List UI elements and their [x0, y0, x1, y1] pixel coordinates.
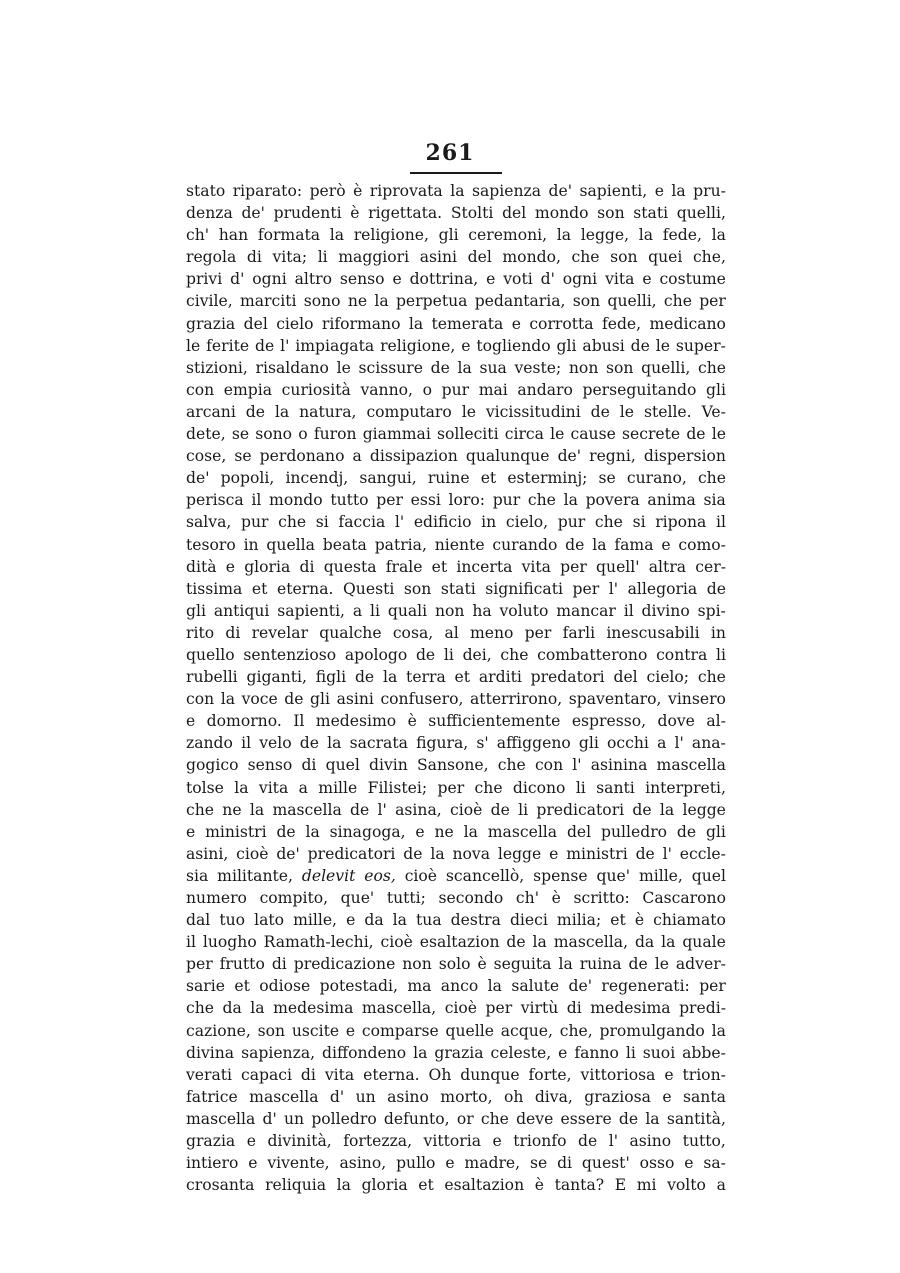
text-line: che da la medesima mascella, cioè per virtù di medesima predi- [186, 999, 726, 1018]
text-line: ch' han formata la religione, gli ceremoni, la legge, la fede, la [186, 226, 726, 245]
text-line: sia militante, delevit eos, cioè scancellò, spense que' mille, quel [186, 866, 726, 885]
text-line: grazia del cielo riformano la temerata e corrotta fede, medicano [186, 314, 726, 333]
text-line: asini, cioè de' predicatori de la nova legge e ministri de l' eccle- [186, 844, 726, 863]
text-line: arcani de la natura, computaro le vicissitudini de le stelle. Ve- [186, 402, 726, 421]
text-line: con la voce de gli asini confusero, atterrirono, spaventaro, vinsero [186, 690, 726, 709]
text-line: civile, marciti sono ne la perpetua pedantaria, son quelli, che per [186, 292, 726, 311]
text-line: gli antiqui sapienti, a li quali non ha voluto mancar il divino spi- [186, 601, 726, 620]
text-line: perisca il mondo tutto per essi loro: pur che la povera anima sia [186, 491, 726, 510]
text-line: e domorno. Il medesimo è sufficientemente espresso, dove al- [186, 712, 726, 731]
text-line: regola di vita; li maggiori asini del mondo, che son quei che, [186, 248, 726, 267]
text-line: crosanta reliquia la gloria et esaltazion è tanta? E mi volto a [186, 1176, 726, 1195]
text-line: le ferite de l' impiagata religione, e togliendo gli abusi de le super- [186, 336, 726, 355]
text-line: fatrice mascella d' un asino morto, oh diva, graziosa e santa [186, 1087, 726, 1106]
text-line: numero compito, que' tutti; secondo ch' è scritto: Cascarono [186, 889, 726, 907]
text-line: con empia curiosità vanno, o pur mai andaro perseguitando gli [186, 380, 726, 399]
text-line: gogico senso di quel divin Sansone, che con l' asinina mascella [186, 756, 726, 775]
text-line: per frutto di predicazione non solo è seguita la ruina de le adver- [186, 955, 726, 974]
body-text [186, 180, 726, 1196]
text-line: zando il velo de la sacrata figura, s' affiggeno gli occhi a l' ana- [186, 734, 726, 753]
text-line: sarie et odiose potestadi, ma anco la salute de' regenerati: per [186, 977, 726, 996]
text-line: rubelli giganti, figli de la terra et arditi predatori del cielo; che [186, 668, 726, 687]
text-line: cazione, son uscite e comparse quelle acque, che, promulgando la [186, 1021, 726, 1040]
text-line: rito di revelar qualche cosa, al meno per farli inescusabili in [186, 623, 726, 642]
text-line: mascella d' un polledro defunto, or che deve essere de la santità, [186, 1109, 726, 1128]
text-line: privi d' ogni altro senso e dottrina, e voti d' ogni vita e costume [186, 270, 726, 289]
text-line: verati capaci di vita eterna. Oh dunque forte, vittoriosa e trion- [186, 1065, 726, 1084]
text-line: dità e gloria di questa frale et incerta vita per quell' altra cer- [186, 557, 726, 576]
text-line: che ne la mascella de l' asina, cioè de li predicatori de la legge [186, 800, 726, 819]
header-rule [410, 172, 502, 174]
text-line: dal tuo lato mille, e da la tua destra dieci milia; et è chiamato [186, 911, 726, 930]
text-line: tissima et eterna. Questi son stati significati per l' allegoria de [186, 579, 726, 598]
text-line: intiero e vivente, asino, pullo e madre, se di quest' osso e sa- [186, 1154, 726, 1173]
text-line: e ministri de la sinagoga, e ne la mascella del pulledro de gli [186, 822, 726, 841]
text-line: denza de' prudenti è rigettata. Stolti del mondo son stati quelli, [186, 204, 726, 223]
text-line: stato riparato: però è riprovata la sapienza de' sapienti, e la pru- [186, 182, 726, 200]
text-line: dete, se sono o furon giammai solleciti circa le cause secrete de le [186, 425, 726, 444]
text-line: grazia e divinità, fortezza, vittoria e trionfo de l' asino tutto, [186, 1132, 726, 1151]
text-line: stizioni, risaldano le scissure de la sua veste; non son quelli, che [186, 358, 726, 377]
page-number: 261 [425, 140, 475, 166]
text-line: salva, pur che si faccia l' edificio in cielo, pur che si ripona il [186, 513, 726, 532]
text-line: quello sentenzioso apologo de li dei, che combatterono contra li [186, 645, 726, 664]
text-line: tesoro in quella beata patria, niente curando de la fama e como- [186, 535, 726, 554]
text-line: tolse la vita a mille Filistei; per che dicono li santi interpreti, [186, 778, 726, 797]
text-line: cose, se perdonano a dissipazion qualunque de' regni, dispersion [186, 447, 726, 466]
text-line: divina sapienza, diffondeno la grazia celeste, e fanno li suoi abbe- [186, 1043, 726, 1062]
text-line: de' popoli, incendj, sangui, ruine et esterminj; se curano, che [186, 469, 726, 488]
text-line: il luogho Ramath-lechi, cioè esaltazion de la mascella, da la quale [186, 933, 726, 952]
